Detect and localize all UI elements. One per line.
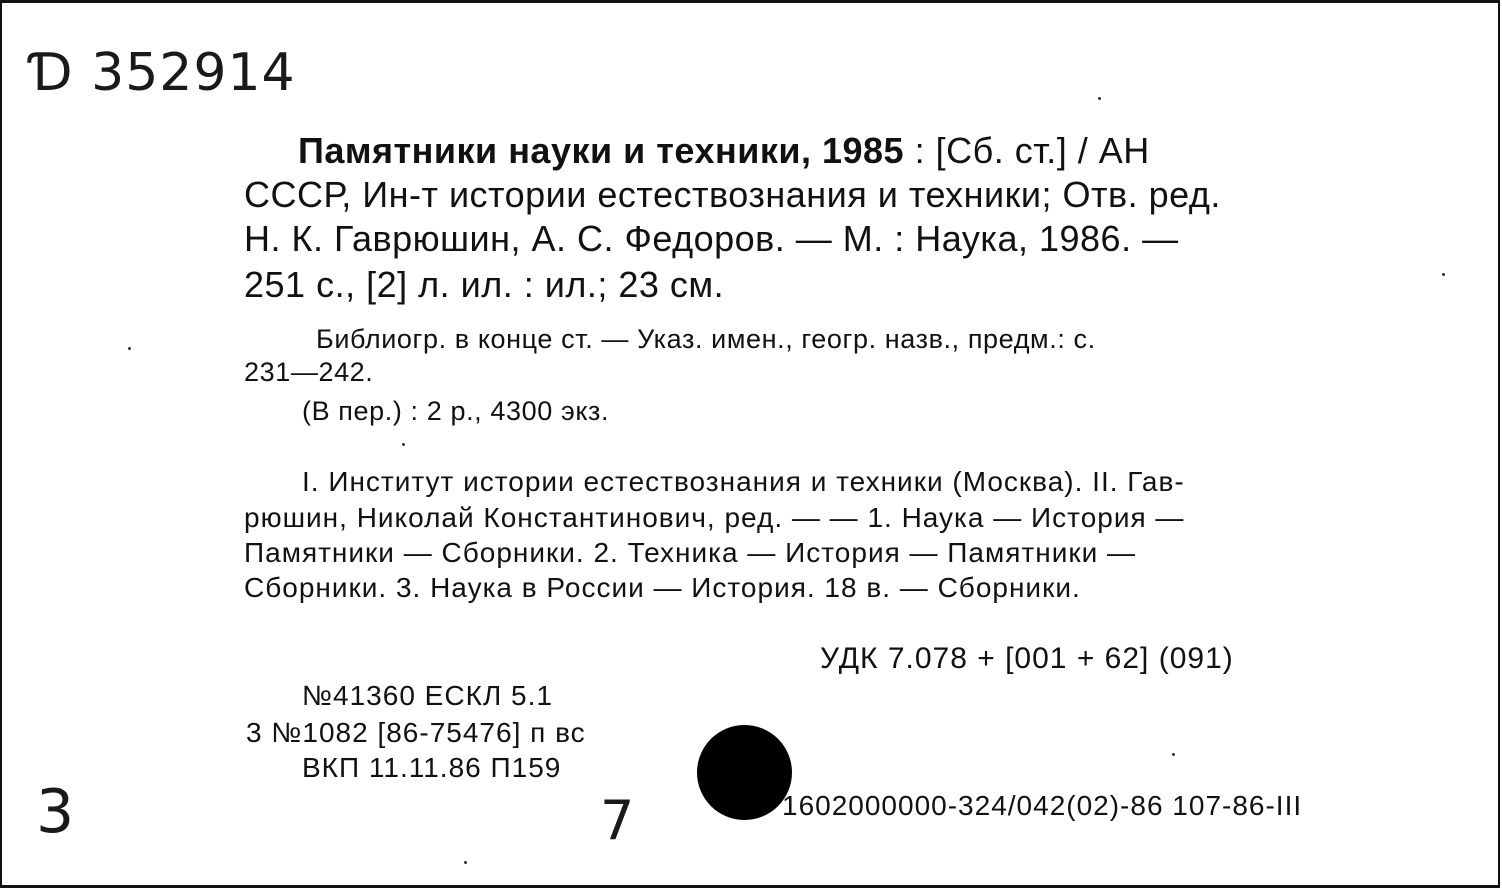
subject-line: Памятники — Сборники. 2. Техника — История — Памятники — xyxy=(244,537,1137,568)
registry-date: ВКП 11.11.86 П159 xyxy=(302,752,562,783)
registry-number: №41360 ЕСКЛ 5.1 xyxy=(302,680,553,711)
udc-code: УДК 7.078 + [001 + 62] (091) xyxy=(820,642,1234,675)
subject-line: Сборники. 3. Наука в России — История. 18 в. — Сборники. xyxy=(244,572,1081,603)
title-line xyxy=(298,129,1150,173)
subject-line: I. Институт истории естествознания и техники (Москва). II. Гав- xyxy=(302,466,1185,497)
editors-line: Н. К. Гаврюшин, А. С. Федоров. — М. : Наука, 1986. — xyxy=(244,218,1179,259)
speck xyxy=(1172,753,1175,756)
price-note: (В пер.) : 2 р., 4300 экз. xyxy=(302,396,610,426)
handwritten-mark-left: 3 xyxy=(36,777,75,847)
ink-stamp-dot xyxy=(697,725,792,820)
speck xyxy=(402,443,405,446)
speck xyxy=(1442,273,1445,276)
handwritten-mark-middle: 7 xyxy=(600,789,635,852)
physical-description: 251 с., [2] л. ил. : ил.; 23 см. xyxy=(244,264,725,305)
responsibility-line: СССР, Ин-т истории естествознания и техники; Отв. ред. xyxy=(244,174,1221,215)
speck xyxy=(128,347,131,350)
bibliography-note: Библиогр. в конце ст. — Указ. имен., геогр. назв., предм.: с. xyxy=(316,324,1096,354)
publication-code: 1602000000-324/042(02)-86 107-86-III xyxy=(782,790,1303,821)
call-number: Ɗ 352914 xyxy=(30,43,296,103)
pages-note: 231—242. xyxy=(244,357,374,387)
registry-order: 3 №1082 [86-75476] п вс xyxy=(246,717,586,748)
title-statement: : [Сб. ст.] / АН xyxy=(904,130,1150,171)
speck xyxy=(1098,97,1101,100)
speck xyxy=(464,861,467,864)
subject-line: рюшин, Николай Константинович, ред. — — 1. Наука — История — xyxy=(244,502,1185,533)
title: Памятники науки и техники, 1985 xyxy=(298,130,905,171)
